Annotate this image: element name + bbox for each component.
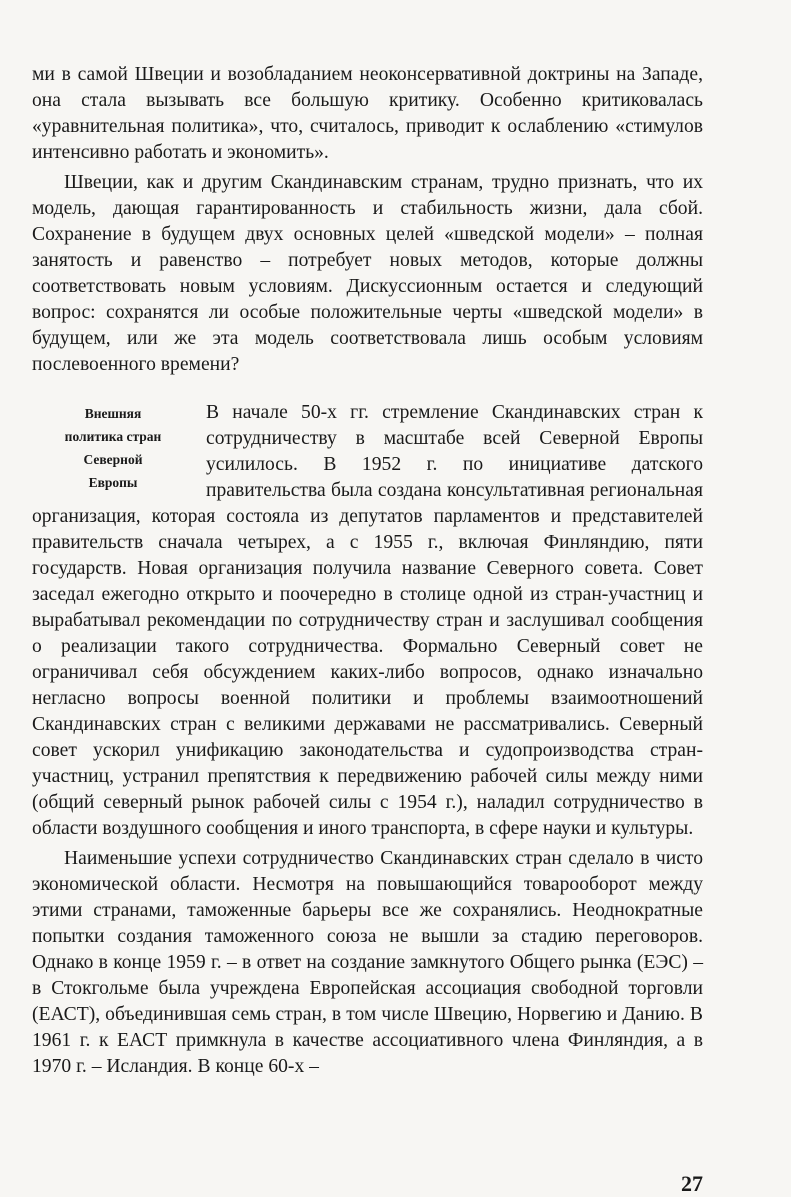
side-heading-line: политика стран	[64, 429, 162, 444]
section-foreign-policy	[32, 400, 703, 842]
side-heading	[32, 402, 194, 494]
paragraph-economic-cooperation: Наименьшие успехи сотрудничество Скандинавских стран сделало в чисто экономической области. Несмотря на повышающийся товарооборот между этими странами, таможенные барьеры все же сохранялись. Неоднократные попытки создания таможенного союза не вышли за стадию переговоров. Однако в конце 1959 г. – в ответ на создание замкнутого Общего рынка (ЕЭС) – в Стокгольме была учреждена Европейская ассоциация свободной торговли (ЕАСТ), объединившая семь стран, в том числе Швецию, Норвегию и Данию. В 1961 г. к ЕАСТ примкнула в качестве ассоциативного члена Финляндия, а в 1970 г. – Исландия. В конце 60-х –	[32, 848, 703, 1077]
page-number: 27	[681, 1171, 703, 1196]
paragraph-swedish-model: Швеции, как и другим Скандинавским странам, трудно признать, что их модель, дающая гарантированность и стабильность жизни, дала сбой. Сохранение в будущем двух основных целей «шведской модели» – полная занятость и равенство – потребует новых методов, которые должны соответствовать новым условиям. Дискуссионным остается и следующий вопрос: сохранятся ли особые положительные черты «шведской модели» в будущем, или же эта модель соответствовала лишь особым условиям послевоенного времени?	[32, 172, 703, 375]
side-heading-line: Северной	[83, 452, 143, 467]
paragraph-continued: ми в самой Швеции и возобладанием неоконсервативной доктрины на Западе, она стала вызывать все большую критику. Особенно критиковалась «уравнительная политика», что, считалось, приводит к ослаблению «стимулов интенсивно работать и экономить».	[32, 64, 703, 163]
side-heading-line: Европы	[88, 475, 138, 490]
paragraph-nordic-council: В начале 50-х гг. стремление Скандинавских стран к сотрудничеству в масштабе всей Северной Европы усилилось. В 1952 г. по инициативе датского правительства была создана консультативная региональная организация, которая состояла из депутатов парламентов и представителей правительств сначала четырех, а с 1955 г., включая Финляндию, пяти государств. Новая организация получила название Северного совета. Совет заседал ежегодно открыто и поочередно в столице одной из стран-участниц и вырабатывал рекомендации по сотрудничеству стран и заслушивал сообщения о реализации такого сотрудничества. Формально Северный совет не ограничивал себя обсуждением каких-либо вопросов, однако изначально негласно вопросы военной политики и проблемы взаимоотношений Скандинавских стран с великими державами не рассматривались. Северный совет ускорил унификацию законодательства и судопроизводства стран-участниц, устранил препятствия к передвижению рабочей силы между ними (общий северный рынок рабочей силы с 1954 г.), наладил сотрудничество в области воздушного сообщения и иного транспорта, в сфере науки и культуры.	[32, 402, 703, 839]
side-heading-line: Внешняя	[84, 406, 142, 421]
